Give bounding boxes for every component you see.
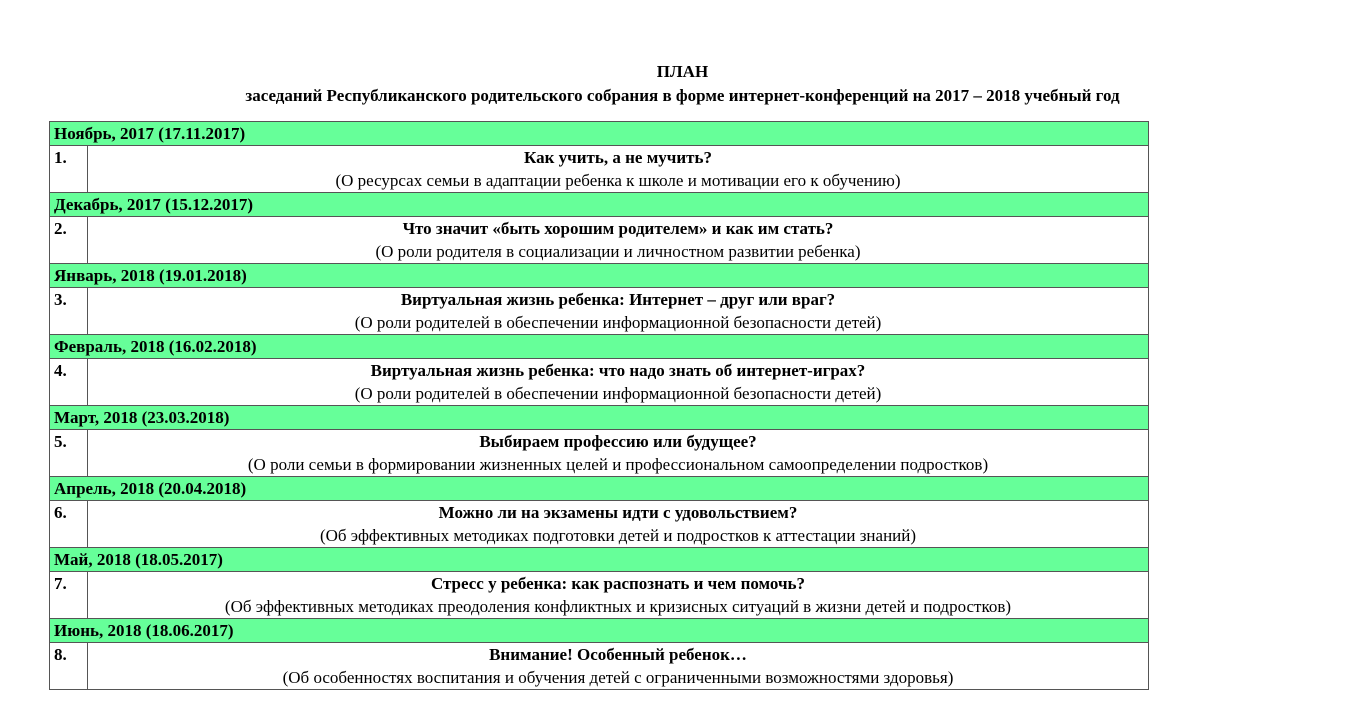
meeting-description: (О роли родителей в обеспечении информационной безопасности детей)	[354, 313, 882, 332]
meeting-cell	[88, 359, 1149, 406]
meeting-description: (Об эффективных методиках преодоления конфликтных и кризисных ситуаций в жизни детей и подростков)	[224, 597, 1012, 616]
meeting-number: 2.	[50, 217, 88, 264]
meeting-row	[50, 359, 1149, 406]
meeting-row	[50, 217, 1149, 264]
meeting-topic: Как учить, а не мучить?	[523, 148, 712, 167]
month-label: Апрель, 2018 (20.04.2018)	[50, 477, 1149, 501]
month-row	[50, 193, 1149, 217]
meeting-cell	[88, 430, 1149, 477]
month-row	[50, 122, 1149, 146]
month-label: Январь, 2018 (19.01.2018)	[50, 264, 1149, 288]
meeting-topic: Что значит «быть хорошим родителем» и как им стать?	[402, 219, 834, 238]
meeting-topic: Выбираем профессию или будущее?	[479, 432, 757, 451]
meeting-number: 8.	[50, 643, 88, 690]
meeting-number: 1.	[50, 146, 88, 193]
meeting-number: 5.	[50, 430, 88, 477]
meeting-topic: Виртуальная жизнь ребенка: что надо знать об интернет-играх?	[370, 361, 866, 380]
meeting-cell	[88, 501, 1149, 548]
document-title: ПЛАН	[656, 62, 709, 81]
meeting-number: 6.	[50, 501, 88, 548]
meeting-description: (О роли семьи в формировании жизненных целей и профессиональном самоопределении подростков)	[247, 455, 989, 474]
month-row	[50, 477, 1149, 501]
meeting-row	[50, 572, 1149, 619]
meeting-description: (О роли родителя в социализации и личностном развитии ребенка)	[375, 242, 861, 261]
meeting-row	[50, 288, 1149, 335]
meeting-description: (Об эффективных методиках подготовки детей и подростков к аттестации знаний)	[319, 526, 917, 545]
meeting-number: 7.	[50, 572, 88, 619]
meeting-cell	[88, 288, 1149, 335]
meeting-description: (О ресурсах семьи в адаптации ребенка к школе и мотивации его к обучению)	[335, 171, 901, 190]
meeting-description: (О роли родителей в обеспечении информационной безопасности детей)	[354, 384, 882, 403]
month-label: Февраль, 2018 (16.02.2018)	[50, 335, 1149, 359]
meeting-cell	[88, 217, 1149, 264]
meeting-row	[50, 146, 1149, 193]
month-row	[50, 619, 1149, 643]
month-row	[50, 406, 1149, 430]
month-label: Декабрь, 2017 (15.12.2017)	[50, 193, 1149, 217]
month-row	[50, 548, 1149, 572]
meeting-topic: Можно ли на экзамены идти с удовольствием?	[438, 503, 798, 522]
meeting-row	[50, 643, 1149, 690]
meeting-topic: Стресс у ребенка: как распознать и чем помочь?	[430, 574, 806, 593]
month-row	[50, 335, 1149, 359]
meeting-cell	[88, 643, 1149, 690]
meeting-cell	[88, 572, 1149, 619]
meeting-number: 3.	[50, 288, 88, 335]
meeting-cell	[88, 146, 1149, 193]
month-label: Май, 2018 (18.05.2017)	[50, 548, 1149, 572]
meeting-row	[50, 501, 1149, 548]
meeting-topic: Внимание! Особенный ребенок…	[489, 645, 747, 664]
meeting-topic: Виртуальная жизнь ребенка: Интернет – друг или враг?	[400, 290, 836, 309]
meeting-number: 4.	[50, 359, 88, 406]
plan-table	[49, 121, 1149, 690]
month-label: Март, 2018 (23.03.2018)	[50, 406, 1149, 430]
month-label: Ноябрь, 2017 (17.11.2017)	[50, 122, 1149, 146]
document-subtitle: заседаний Республиканского родительского собрания в форме интернет-конференций на 2017 – 2018 учебный год	[245, 86, 1120, 105]
month-row	[50, 264, 1149, 288]
meeting-description: (Об особенностях воспитания и обучения детей с ограниченными возможностями здоровья)	[282, 668, 954, 687]
meeting-row	[50, 430, 1149, 477]
month-label: Июнь, 2018 (18.06.2017)	[50, 619, 1149, 643]
